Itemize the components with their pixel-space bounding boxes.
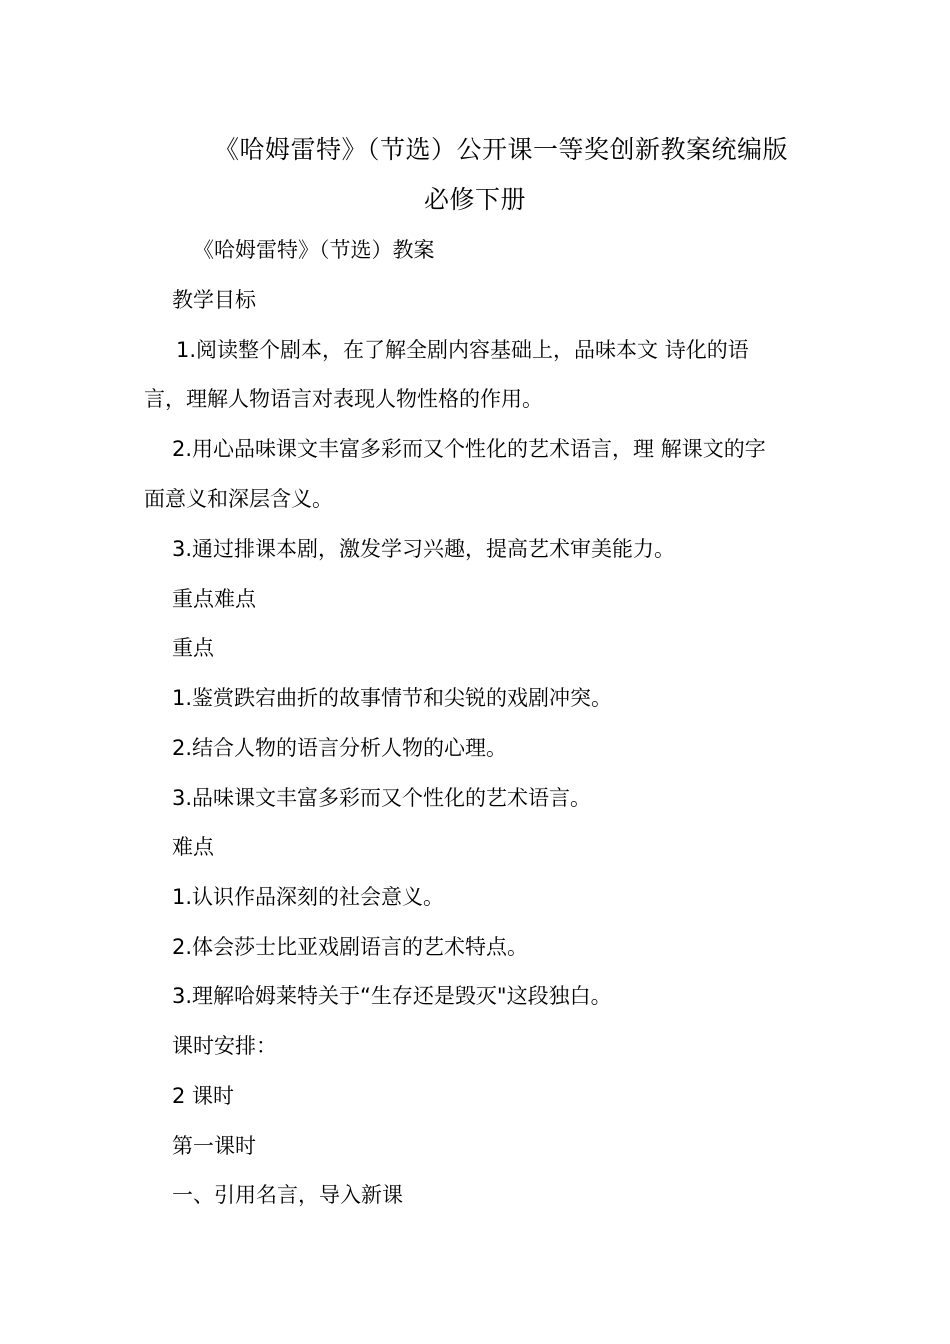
document-title-continued: 必修下册 [423, 185, 526, 214]
heading-difficult-points: 难点 [172, 835, 214, 859]
heading-key-points: 重点 [172, 636, 214, 660]
key-point-3: 3.品味课文丰富多彩而又个性化的艺术语言。 [172, 786, 592, 810]
key-point-2: 2.结合人物的语言分析人物的心理。 [172, 736, 508, 760]
heading-lesson-one: 第一课时 [172, 1134, 256, 1158]
document-title: 《哈姆雷特》（节选）公开课一等奖创新教案统编版 [213, 135, 788, 164]
heading-schedule: 课时安排： [172, 1034, 277, 1058]
heading-key-and-difficult: 重点难点 [172, 587, 256, 611]
heading-teaching-goals: 教学目标 [172, 288, 256, 312]
key-point-1: 1.鉴赏跌宕曲折的故事情节和尖锐的戏剧冲突。 [172, 686, 613, 710]
goal-1-continued: 言，理解人物语言对表现人物性格的作用。 [144, 387, 543, 411]
goal-2: 2.用心品味课文丰富多彩而又个性化的艺术语言，理 解课文的字 [172, 437, 766, 461]
goal-1: 1.阅读整个剧本，在了解全剧内容基础上，品味本文 诗化的语 [176, 338, 749, 362]
goal-2-continued: 面意义和深层含义。 [144, 487, 333, 511]
difficult-point-3: 3.理解哈姆莱特关于“生存还是毁灭"这段独白。 [172, 984, 612, 1008]
schedule-value: 2 课时 [172, 1084, 235, 1108]
difficult-point-1: 1.认识作品深刻的社会意义。 [172, 885, 445, 909]
goal-3: 3.通过排课本剧，激发学习兴趣，提高艺术审美能力。 [172, 537, 676, 561]
lesson-plan-subtitle: 《哈姆雷特》（节选）教案 [193, 238, 435, 262]
difficult-point-2: 2.体会莎士比亚戏剧语言的艺术特点。 [172, 935, 529, 959]
step-one: 一、引用名言，导入新课 [172, 1183, 403, 1207]
